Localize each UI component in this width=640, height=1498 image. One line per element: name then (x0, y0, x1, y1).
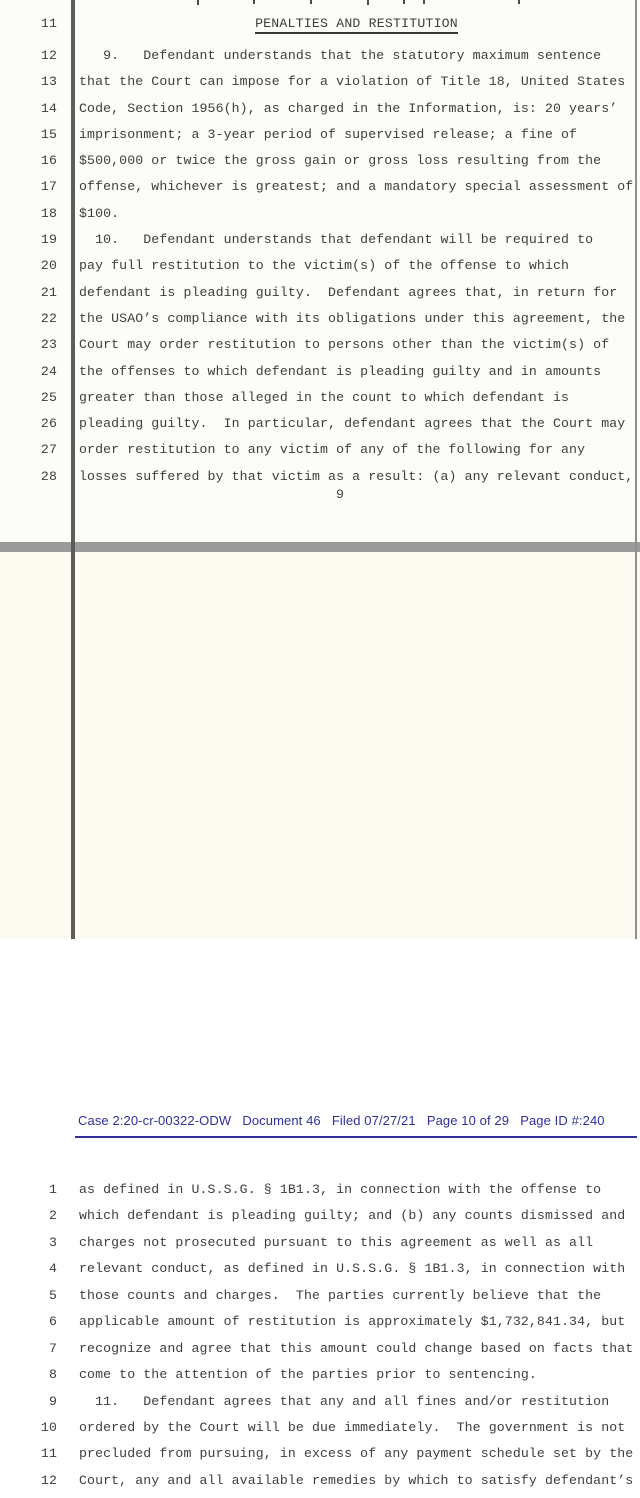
line-number: 1 (48, 1182, 57, 1197)
line-number: 20 (40, 258, 57, 274)
line-number: 15 (40, 126, 57, 142)
line-text: imprisonment; a 3-year period of supervised release; a fine of (79, 126, 578, 142)
document-line (0, 1393, 640, 1419)
line-text: ordered by the Court will be due immediately. The government is not (79, 1419, 626, 1435)
line-number: 9 (48, 1393, 57, 1409)
line-number: 26 (40, 416, 57, 432)
document-line (0, 1234, 640, 1260)
clipped-line-fragment (403, 0, 405, 4)
document-line (0, 47, 640, 73)
line-text: come to the attention of the parties prior to sentencing. (79, 1367, 537, 1383)
line-number: 13 (40, 74, 57, 90)
line-text: 10. Defendant understands that defendant will be required to (79, 232, 594, 248)
line-text: offense, whichever is greatest; and a mandatory special assessment of (79, 179, 634, 195)
line-text: 11. Defendant agrees that any and all fines and/or restitution (79, 1393, 610, 1409)
line-number: 11 (40, 1446, 57, 1462)
page-10 (0, 552, 640, 1488)
page-number-footer: 9 (336, 487, 344, 502)
document-line (0, 73, 640, 99)
line-text: losses suffered by that victim as a result: (a) any relevant conduct, (79, 468, 634, 484)
line-number: 6 (48, 1314, 57, 1330)
line-number: 10 (40, 1419, 57, 1435)
clipped-line-fragment (518, 0, 520, 4)
document-line (0, 257, 640, 283)
line-text: the offenses to which defendant is pleading guilty and in amounts (79, 363, 602, 379)
clipped-line-fragment (310, 0, 312, 4)
document-line (0, 468, 640, 494)
page-10-lines (0, 1181, 640, 1498)
section-heading: PENALTIES AND RESTITUTION (79, 15, 634, 32)
document-line (0, 1181, 640, 1207)
line-number: 8 (48, 1367, 57, 1383)
document-line (0, 363, 640, 389)
document-line (0, 389, 640, 415)
clipped-line-fragment (253, 0, 255, 4)
document-line (0, 205, 640, 231)
line-text: Code, Section 1956(h), as charged in the Information, is: 20 years’ (79, 100, 618, 116)
line-text: which defendant is pleading guilty; and (b) any counts dismissed and (79, 1208, 626, 1224)
document-line (0, 1287, 640, 1313)
line-text: the USAO’s compliance with its obligations under this agreement, the (79, 310, 626, 326)
page-separator-bar (0, 542, 640, 552)
clipped-line-fragment (367, 0, 369, 5)
document-line (0, 1207, 640, 1233)
line-text: recognize and agree that this amount could change based on facts that (79, 1340, 634, 1356)
document-line (0, 415, 640, 441)
line-number: 11 (40, 16, 57, 31)
document-line (0, 15, 640, 41)
clipped-line-fragment (423, 0, 425, 4)
ecf-stamp-underline (75, 1136, 637, 1138)
line-text: greater than those alleged in the count to which defendant is (79, 389, 570, 405)
line-number: 5 (48, 1287, 57, 1303)
right-margin-rule (635, 0, 637, 939)
line-number: 16 (40, 153, 57, 169)
line-number: 18 (40, 205, 57, 221)
clipped-previous-line (0, 0, 640, 7)
document-line (0, 1340, 640, 1366)
line-number: 4 (48, 1261, 57, 1277)
document-line (0, 1260, 640, 1286)
document-line (0, 284, 640, 310)
page-9 (0, 0, 640, 542)
line-text: $100. (79, 205, 120, 221)
page-9-lines (0, 15, 640, 494)
line-number: 12 (40, 47, 57, 63)
line-number: 17 (40, 179, 57, 195)
line-text: charges not prosecuted pursuant to this agreement as well as all (79, 1234, 594, 1250)
line-number: 22 (40, 310, 57, 326)
line-number: 23 (40, 337, 57, 353)
line-text: pleading guilty. In particular, defendant agrees that the Court may (79, 416, 626, 432)
line-text: Court may order restitution to persons other than the victim(s) of (79, 337, 610, 353)
line-number: 14 (40, 100, 57, 116)
line-text: that the Court can impose for a violation of Title 18, United States (79, 74, 626, 90)
document-line (0, 441, 640, 467)
left-margin-rule (71, 0, 75, 939)
line-text: 9. Defendant understands that the statutory maximum sentence (79, 47, 602, 63)
line-text: $500,000 or twice the gross gain or gross loss resulting from the (79, 153, 602, 169)
line-text: applicable amount of restitution is approximately $1,732,841.34, but (79, 1314, 626, 1330)
clipped-line-fragment (197, 0, 199, 5)
line-text: relevant conduct, as defined in U.S.S.G. § 1B1.3, in connection with (79, 1261, 626, 1277)
ecf-case-stamp: Case 2:20-cr-00322-ODW Document 46 Filed 07/27/21 Page 10 of 29 Page ID #:240 (78, 1113, 605, 1128)
line-text: precluded from pursuing, in excess of any payment schedule set by the (79, 1446, 634, 1462)
line-number: 2 (48, 1208, 57, 1224)
line-text: order restitution to any victim of any of the following for any (79, 442, 586, 458)
line-number: 28 (40, 468, 57, 484)
line-text: those counts and charges. The parties currently believe that the (79, 1287, 602, 1303)
document-line (0, 310, 640, 336)
document-line (0, 1313, 640, 1339)
line-number: 25 (40, 389, 57, 405)
line-number: 27 (40, 442, 57, 458)
document-line (0, 231, 640, 257)
line-text: defendant is pleading guilty. Defendant agrees that, in return for (79, 284, 618, 300)
document-line (0, 178, 640, 204)
document-line (0, 126, 640, 152)
line-number: 21 (40, 284, 57, 300)
line-number: 3 (48, 1234, 57, 1250)
line-number: 19 (40, 232, 57, 248)
line-number: 24 (40, 363, 57, 379)
document-line (0, 152, 640, 178)
document-line (0, 1419, 640, 1445)
document-line (0, 336, 640, 362)
document-line (0, 100, 640, 126)
document-line (0, 1445, 640, 1471)
line-text: as defined in U.S.S.G. § 1B1.3, in connection with the offense to (79, 1182, 602, 1197)
document-line (0, 1472, 640, 1498)
line-text: pay full restitution to the victim(s) of the offense to which (79, 258, 570, 274)
document-line (0, 1366, 640, 1392)
line-number: 12 (40, 1472, 57, 1488)
line-number: 7 (48, 1340, 57, 1356)
line-text: Court, any and all available remedies by which to satisfy defendant’s (79, 1472, 634, 1488)
